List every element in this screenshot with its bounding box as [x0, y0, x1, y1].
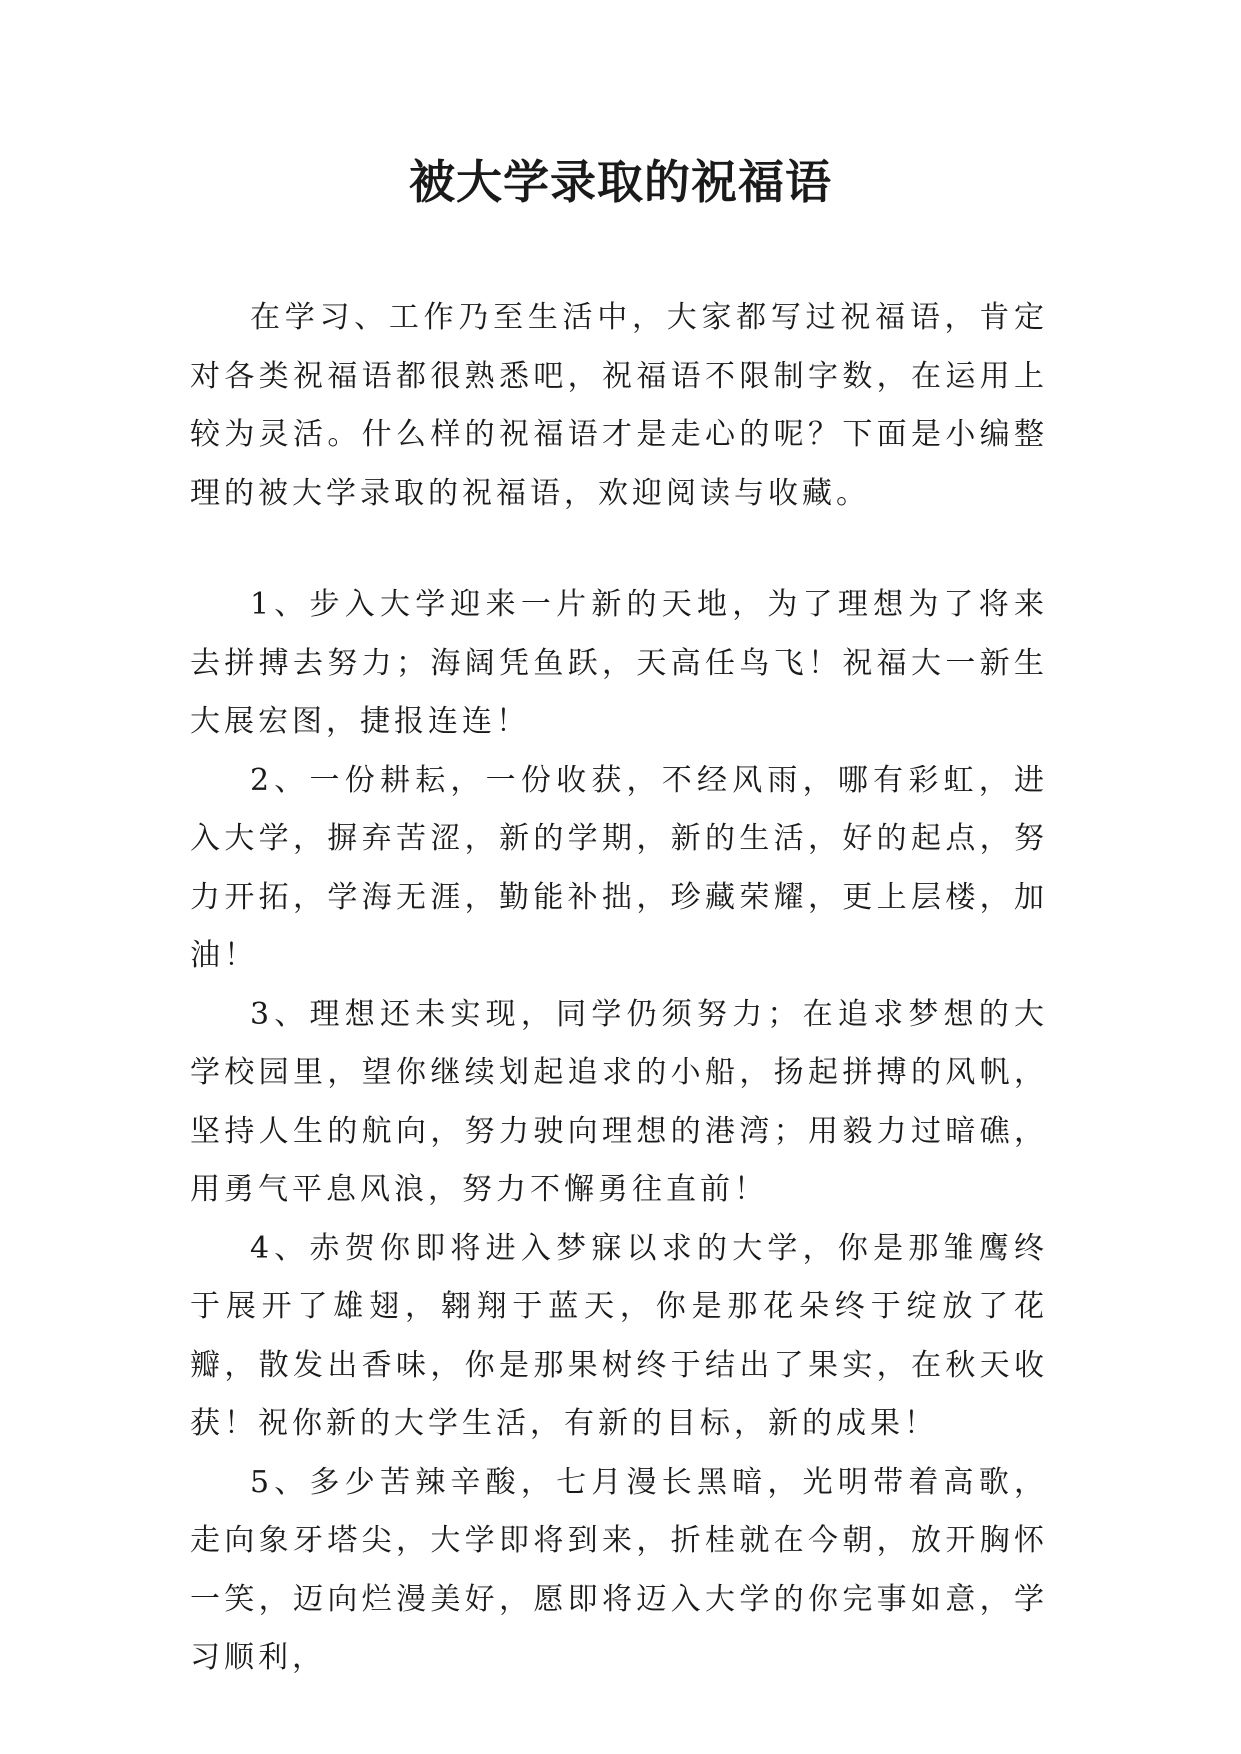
- blessings-list: [190, 576, 1048, 1688]
- blessing-item-2: 2、一份耕耘，一份收获，不经风雨，哪有彩虹，进入大学，摒弃苦涩，新的学期，新的生活，好的起点，努力开拓，学海无涯，勤能补拙，珍藏荣耀，更上层楼，加油！: [190, 762, 1048, 973]
- blessing-item-4: 4、赤贺你即将进入梦寐以求的大学，你是那雏鹰终于展开了雄翅，翱翔于蓝天，你是那花朵终于绽放了花瓣，散发出香味，你是那果树终于结出了果实，在秋天收获！祝你新的大学生活，有新的目标，新的成果！: [190, 1230, 1048, 1441]
- document-title: 被大学录取的祝福语: [409, 155, 832, 209]
- intro-paragraph: 在学习、工作乃至生活中，大家都写过祝福语，肯定对各类祝福语都很熟悉吧，祝福语不限制字数，在运用上较为灵活。什么样的祝福语才是走心的呢？下面是小编整理的被大学录取的祝福语，欢迎阅读与收藏。: [190, 300, 1048, 511]
- blessing-item-3: 3、理想还未实现，同学仍须努力；在追求梦想的大学校园里，望你继续划起追求的小船，扬起拼搏的风帆，坚持人生的航向，努力驶向理想的港湾；用毅力过暗礁，用勇气平息风浪，努力不懈勇往直前！: [190, 996, 1048, 1207]
- intro-section: [190, 289, 1048, 523]
- blessing-item-1: 1、步入大学迎来一片新的天地，为了理想为了将来去拼搏去努力；海阔凭鱼跃，天高任鸟飞！祝福大一新生大展宏图，捷报连连！: [190, 587, 1048, 739]
- blessing-item-5: 5、多少苦辣辛酸，七月漫长黑暗，光明带着高歌，走向象牙塔尖，大学即将到来，折桂就在今朝，放开胸怀一笑，迈向烂漫美好，愿即将迈入大学的你完事如意，学习顺利，: [190, 1464, 1048, 1675]
